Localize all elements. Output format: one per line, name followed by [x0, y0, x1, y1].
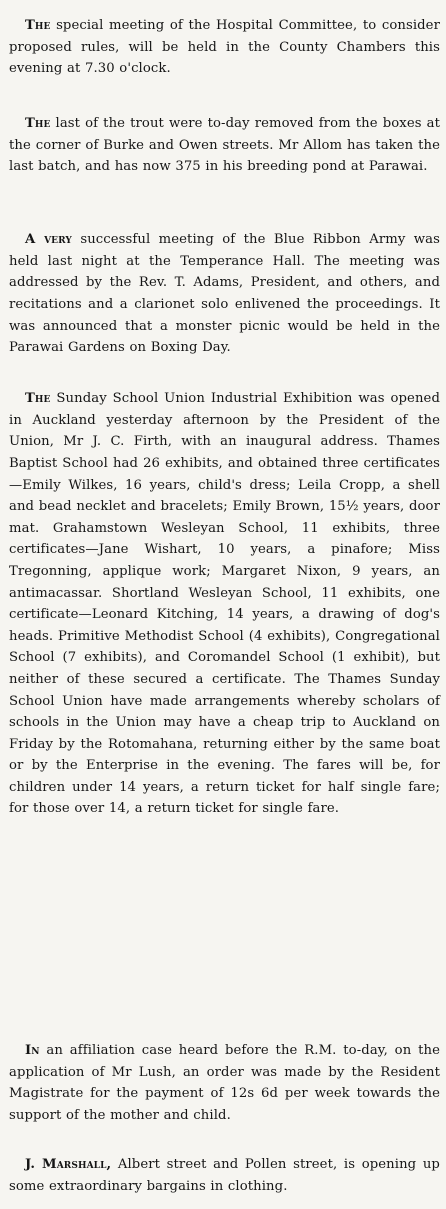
paragraph-body: Sunday School Union Industrial Exhibition was opened in Auckland yesterday afternoon by the President of the Union, Mr J. C. Firth, with an inaugural address. Thames Baptist School had 26 exhibits, and obtained three certificates—Emily Wilkes, 16 years, child's dress; Leila Cropp, a shell and bead necklet and bracelets; Emily Brown, 15½ years, door mat. Grahamstown Wesleyan School, 11 exhibits, three certificates—Jane Wishart, 10 years, a pinafore; Miss Tregonning, applique work; Margaret Nixon, 9 years, an antimacassar. Shortland Wesleyan School, 11 exhibits, one certificate—Leonard Kitching, 14 years, a drawing of dog's heads. Primitive Methodist School (4 exhibits), Congregational School (7 exhibits), and Coromandel School (1 exhibit), but neither of these secured a certificate. The Thames Sunday School Union have made arrangements whereby scholars of schools in the Union may have a cheap trip to Auckland on Friday by the Rotomahana, returning either by the same boat or by the Enterprise in the evening. The fares will be, for children under 14 years, a return ticket for half single fare; for those over 14, a return ticket for single fare.: [9, 391, 440, 817]
paragraph-body: last of the trout were to-day removed from the boxes at the corner of Burke and Owen streets. Mr Allom has taken the last batch, and has now 375 in his breeding pond at Parawai.: [9, 116, 440, 175]
paragraph-lead-word: The: [25, 116, 51, 132]
paragraph-lead-word: The: [25, 18, 51, 34]
affiliation-case-paragraph: [9, 1040, 440, 1126]
marshall-advertisement-paragraph: [9, 1154, 440, 1197]
paragraph-lead-word: In: [25, 1043, 40, 1059]
paragraph-body: an affiliation case heard before the R.M. to-day, on the application of Mr Lush, an order was made by the Resident Magistrate for the payment of 12s 6d per week towards the support of the mother and child.: [9, 1043, 440, 1123]
paragraph-body: Albert street and Pollen street, is opening up some extraordinary bargains in clothing.: [9, 1157, 440, 1194]
paragraph-body: special meeting of the Hospital Committee, to consider proposed rules, will be held in the County Chambers this evening at 7.30 o'clock.: [9, 18, 440, 77]
hospital-committee-paragraph: [9, 15, 440, 80]
trout-paragraph: [9, 113, 440, 178]
paragraph-lead-word: The: [25, 391, 51, 407]
blue-ribbon-army-paragraph: [9, 229, 440, 359]
paragraph-body: successful meeting of the Blue Ribbon Army was held last night at the Temperance Hall. The meeting was addressed by the Rev. T. Adams, President, and others, and recitations and a clarionet solo enlivened the proceedings. It was announced that a monster picnic would be held in the Parawai Gardens on Boxing Day.: [9, 232, 441, 356]
sunday-school-exhibition-paragraph: [9, 388, 440, 820]
paragraph-lead-word: A very: [25, 232, 72, 248]
paragraph-lead-word: J. Marshall,: [25, 1157, 112, 1173]
